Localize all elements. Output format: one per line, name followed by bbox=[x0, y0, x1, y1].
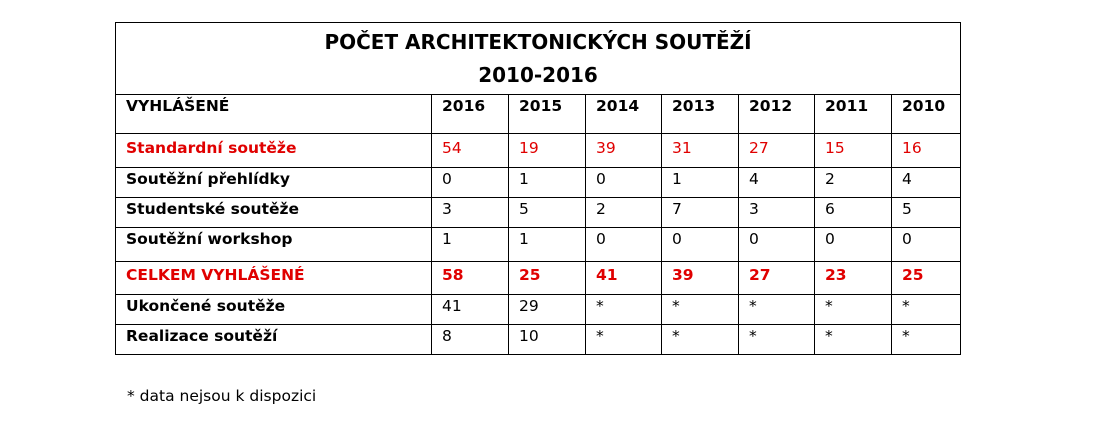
table-cell: 0 bbox=[815, 228, 892, 262]
table-cell: 25 bbox=[509, 262, 586, 295]
header-label: VYHLÁŠENÉ bbox=[116, 95, 432, 134]
table-cell: * bbox=[815, 325, 892, 355]
table-cell: * bbox=[892, 295, 961, 325]
table-cell: 15 bbox=[815, 134, 892, 168]
table-cell: 0 bbox=[432, 168, 509, 198]
table-cell: 8 bbox=[432, 325, 509, 355]
footnote: * data nejsou k dispozici bbox=[127, 387, 317, 405]
table-row bbox=[116, 168, 961, 198]
table-cell: * bbox=[815, 295, 892, 325]
table-cell: 10 bbox=[509, 325, 586, 355]
table-cell: 3 bbox=[739, 198, 815, 228]
table-cell: * bbox=[892, 325, 961, 355]
title-row bbox=[116, 23, 961, 95]
table-cell: 31 bbox=[662, 134, 739, 168]
table-cell: 7 bbox=[662, 198, 739, 228]
table-row bbox=[116, 325, 961, 355]
row-label: Soutěžní workshop bbox=[116, 228, 432, 262]
table-cell: 0 bbox=[662, 228, 739, 262]
table-cell: 27 bbox=[739, 262, 815, 295]
table-cell: 1 bbox=[509, 168, 586, 198]
table-cell: 5 bbox=[892, 198, 961, 228]
table-title-line1: POČET ARCHITEKTONICKÝCH SOUTĚŽÍ bbox=[324, 29, 752, 54]
table-cell: 23 bbox=[815, 262, 892, 295]
table-cell: 4 bbox=[892, 168, 961, 198]
table-cell: 1 bbox=[509, 228, 586, 262]
row-label: Ukončené soutěže bbox=[116, 295, 432, 325]
table-cell: 25 bbox=[892, 262, 961, 295]
table-cell: * bbox=[662, 295, 739, 325]
table-cell: * bbox=[586, 295, 662, 325]
table-cell: 0 bbox=[586, 228, 662, 262]
table-title bbox=[116, 23, 961, 95]
table-cell: 2 bbox=[586, 198, 662, 228]
table-row-total bbox=[116, 262, 961, 295]
header-year: 2013 bbox=[662, 95, 739, 134]
table-cell: 0 bbox=[892, 228, 961, 262]
table-cell: 3 bbox=[432, 198, 509, 228]
table-row bbox=[116, 198, 961, 228]
table-cell: 54 bbox=[432, 134, 509, 168]
table-cell: 16 bbox=[892, 134, 961, 168]
table-cell: 1 bbox=[662, 168, 739, 198]
table-cell: * bbox=[662, 325, 739, 355]
table-cell: 0 bbox=[586, 168, 662, 198]
row-label: Realizace soutěží bbox=[116, 325, 432, 355]
header-year: 2015 bbox=[509, 95, 586, 134]
table-cell: 1 bbox=[432, 228, 509, 262]
table-cell: 2 bbox=[815, 168, 892, 198]
table-cell: 29 bbox=[509, 295, 586, 325]
header-year: 2016 bbox=[432, 95, 509, 134]
table-row bbox=[116, 295, 961, 325]
table-cell: * bbox=[586, 325, 662, 355]
table-cell: * bbox=[739, 295, 815, 325]
table-cell: 6 bbox=[815, 198, 892, 228]
header-year: 2012 bbox=[739, 95, 815, 134]
table-cell: 41 bbox=[586, 262, 662, 295]
table-cell: 41 bbox=[432, 295, 509, 325]
row-label: Standardní soutěže bbox=[116, 134, 432, 168]
table-row bbox=[116, 228, 961, 262]
header-row bbox=[116, 95, 961, 134]
header-year: 2014 bbox=[586, 95, 662, 134]
competitions-table bbox=[115, 22, 961, 355]
table-cell: 0 bbox=[739, 228, 815, 262]
table-cell: 39 bbox=[586, 134, 662, 168]
table-cell: 5 bbox=[509, 198, 586, 228]
table-cell: 39 bbox=[662, 262, 739, 295]
table-cell: 58 bbox=[432, 262, 509, 295]
row-label: Soutěžní přehlídky bbox=[116, 168, 432, 198]
table-cell: 27 bbox=[739, 134, 815, 168]
table-cell: * bbox=[739, 325, 815, 355]
header-year: 2011 bbox=[815, 95, 892, 134]
table-cell: 19 bbox=[509, 134, 586, 168]
table-cell: 4 bbox=[739, 168, 815, 198]
table-title-line2: 2010-2016 bbox=[478, 62, 598, 87]
row-label: Studentské soutěže bbox=[116, 198, 432, 228]
row-label: CELKEM VYHLÁŠENÉ bbox=[116, 262, 432, 295]
header-year: 2010 bbox=[892, 95, 961, 134]
table-row bbox=[116, 134, 961, 168]
